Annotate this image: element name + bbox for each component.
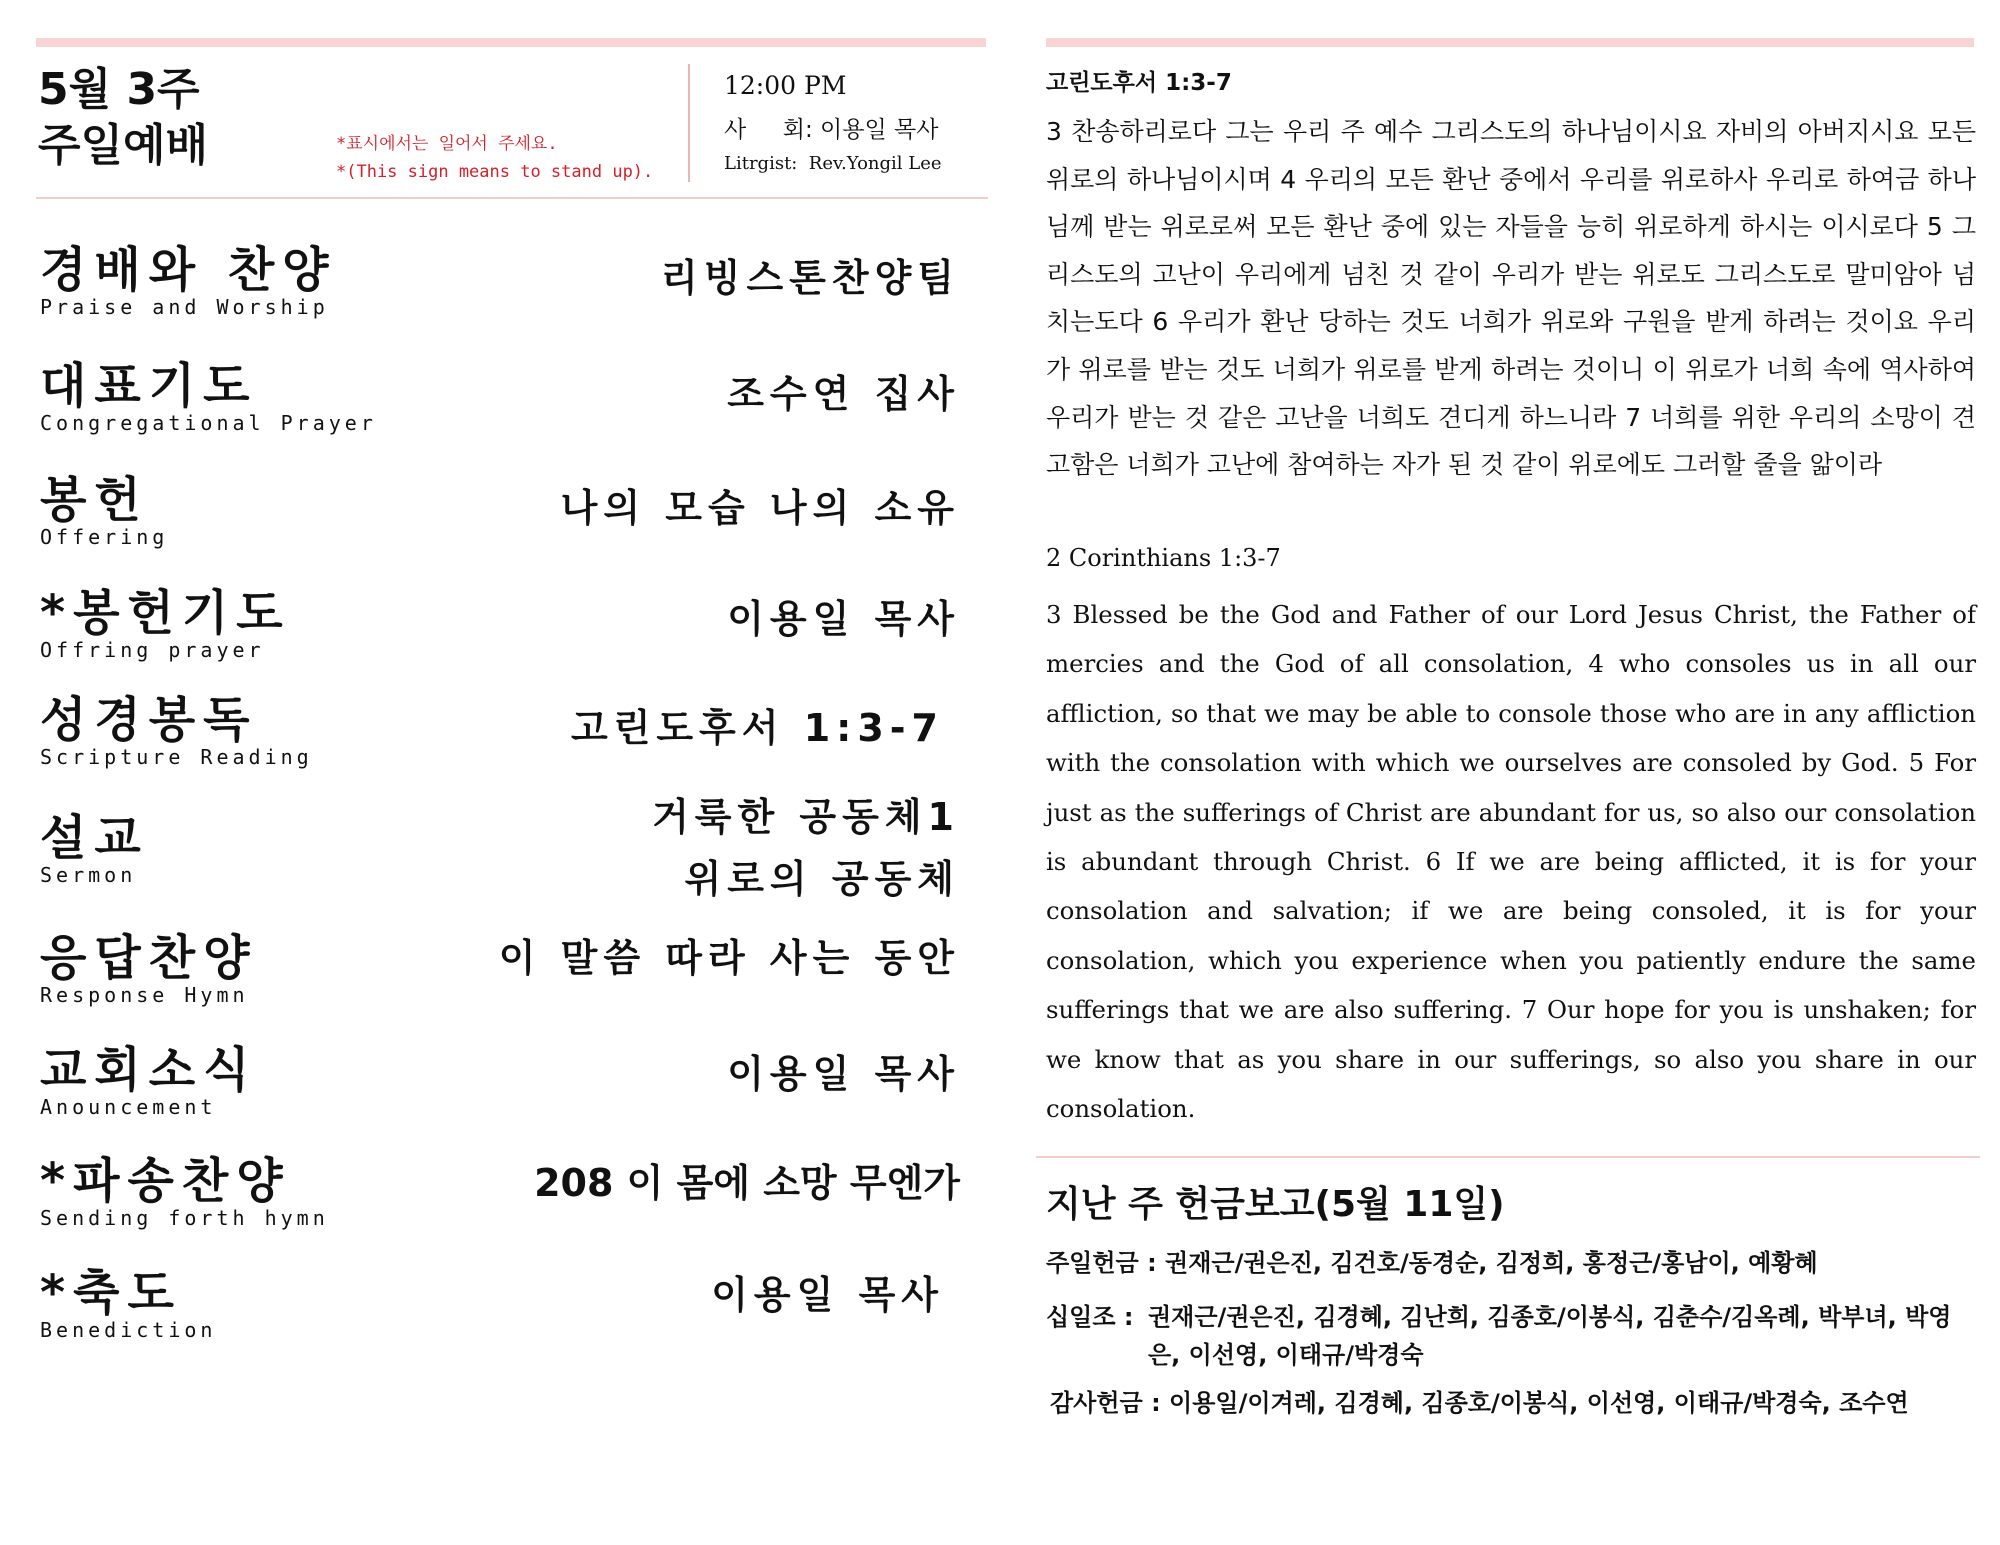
scripture-ref-en: 2 Corinthians 1:3-7: [1046, 544, 1281, 572]
scripture-text-en: 3 Blessed be the God and Father of our Lord Jesus Christ, the Father of mercies and the God of all consolation, 4 who consoles us in all our affliction, so that we may be able to console those who are in any affliction with the consolation with which we ourselves are consoled by God. 5 For just as the sufferings of Christ are abundant for us, so also our consolation is abundant through Christ. 6 If we are being afflicted, it is for your consolation and salvation; if we are being consoled, it is for your consolation, which you experience when you patiently endure the same sufferings that we are also suffering. 7 Our hope for you is unshaken; for we know that as you share in our sufferings, so also you share in our consolation.: [1046, 600, 1976, 1124]
order-title-ko: 응답찬양: [40, 930, 258, 986]
sunday-offering-label: 주일헌금 :: [1046, 1249, 1166, 1277]
scripture-ref-ko: 고린도후서 1:3-7: [1046, 70, 1232, 96]
header-divider: [688, 64, 690, 182]
order-title-ko: 경배와 찬양: [40, 242, 337, 298]
order-item-praise: [40, 242, 960, 318]
order-title-ko: 교회소식: [40, 1042, 258, 1098]
stand-notice: [336, 130, 653, 186]
order-title-ko: 대표기도: [40, 358, 258, 414]
sermon-title-line1: 거룩한 공동체1: [652, 795, 960, 839]
service-time: 12:00 PM: [724, 71, 847, 100]
order-item-announcement: [40, 1042, 960, 1118]
order-item-response-hymn: [40, 930, 960, 1006]
service-info: [724, 64, 942, 176]
order-title-ko: *축도: [40, 1265, 182, 1321]
header-rule: [36, 197, 988, 199]
order-title-ko: 성경봉독: [40, 692, 258, 748]
order-item-offering: [40, 472, 960, 548]
sunday-offering-names: 권재근/권은진, 김건호/동경순, 김정희, 홍정근/홍남이, 예황혜: [1165, 1249, 1818, 1277]
order-detail: 이 말씀 따라 사는 동안: [498, 936, 960, 980]
left-top-accent-bar: [36, 38, 986, 47]
order-title-ko: 봉헌: [40, 472, 149, 528]
order-title-en: Benediction: [40, 1318, 217, 1342]
order-title-en: Anouncement: [40, 1095, 217, 1119]
tithe-names: 권재근/권은진, 김경혜, 김난희, 김종호/이봉식, 김춘수/김옥례, 박부녀, 박영은, 이선영, 이태규/박경숙: [1148, 1303, 1952, 1369]
order-item-benediction: [40, 1265, 960, 1341]
week-heading: [38, 62, 208, 174]
order-detail: 나의 모습 나의 소유: [560, 486, 960, 530]
order-item-prayer: [40, 358, 960, 434]
officiant: 사 회: 이용일 목사: [724, 117, 939, 143]
liturgist: Litrgist: Rev.Yongil Lee: [724, 153, 942, 174]
order-title-en: Sermon: [40, 863, 137, 887]
order-title-ko: 설교: [40, 810, 149, 866]
sermon-title: [652, 786, 960, 910]
scripture-text-ko: 3 찬송하리로다 그는 우리 주 예수 그리스도의 하나님이시요 자비의 아버지시요 모든 위로의 하나님이시며 4 우리의 모든 환난 중에서 우리를 위로하사 우리로 하여금 하나님께 받는 위로로써 모든 환난 중에 있는 자들을 능히 위로하게 하시는 이시로다 5 그리스도의 고난이 우리에게 넘친 것 같이 우리가 받는 위로도 그리스도로 말미암아 넘치는도다 6 우리가 환난 당하는 것도 너희가 위로와 구원을 받게 하려는 것이요 우리가 위로를 받는 것도 너희가 위로를 받게 하려는 것이니 이 위로가 너희 속에 역사하여 우리가 받는 것 같은 고난을 너희도 견디게 하느니라 7 너희를 위한 우리의 소망이 견고함은 너희가 고난에 참여하는 자가 된 것 같이 위로에도 그러할 줄을 앎이라: [1046, 117, 1976, 480]
service-name: 주일예배: [38, 120, 209, 171]
order-detail: 고린도후서 1:3-7: [570, 706, 944, 750]
week-label: 5월 3주: [38, 64, 200, 115]
order-title-en: Offring prayer: [40, 638, 265, 662]
order-title-en: Congregational Prayer: [40, 411, 377, 435]
right-top-accent-bar: [1046, 38, 1974, 47]
order-detail: 리빙스톤찬양팀: [661, 256, 960, 300]
order-title-en: Response Hymn: [40, 983, 249, 1007]
order-title-en: Sending forth hymn: [40, 1206, 329, 1230]
thanks-offering-names: 이용일/이겨레, 김경혜, 김종호/이봉식, 이선영, 이태규/박경숙, 조수연: [1169, 1389, 1909, 1417]
order-title-en: Praise and Worship: [40, 295, 329, 319]
order-title-ko: *봉헌기도: [40, 585, 291, 641]
sermon-title-line2: 위로의 공동체: [684, 857, 960, 901]
stand-notice-ko: *표시에서는 일어서 주세요.: [336, 134, 558, 154]
order-item-scripture: [40, 692, 960, 768]
offering-report-title: 지난 주 헌금보고(5월 11일): [1046, 1184, 1505, 1225]
order-item-offering-prayer: [40, 585, 960, 661]
order-detail: 조수연 집사: [727, 372, 960, 416]
order-title-en: Scripture Reading: [40, 745, 313, 769]
order-item-sermon: [40, 795, 960, 901]
order-item-sending-hymn: [40, 1153, 960, 1229]
order-detail: 208 이 몸에 소망 무엔가: [534, 1161, 960, 1205]
order-detail: 이용일 목사: [727, 1052, 960, 1096]
report-rule: [1036, 1156, 1980, 1158]
tithe-label: 십일조 :: [1046, 1303, 1151, 1331]
sunday-offering-row: [1046, 1244, 1976, 1282]
thanks-offering-row: [1050, 1384, 1980, 1422]
stand-notice-en: *(This sign means to stand up).: [336, 162, 654, 182]
order-title-ko: *파송찬양: [40, 1153, 291, 1209]
tithe-row: [1046, 1298, 1976, 1374]
order-detail: 이용일 목사: [711, 1273, 944, 1317]
order-title-en: Offering: [40, 525, 169, 549]
order-detail: 이용일 목사: [727, 597, 960, 641]
thanks-offering-label: 감사헌금 :: [1050, 1389, 1170, 1417]
